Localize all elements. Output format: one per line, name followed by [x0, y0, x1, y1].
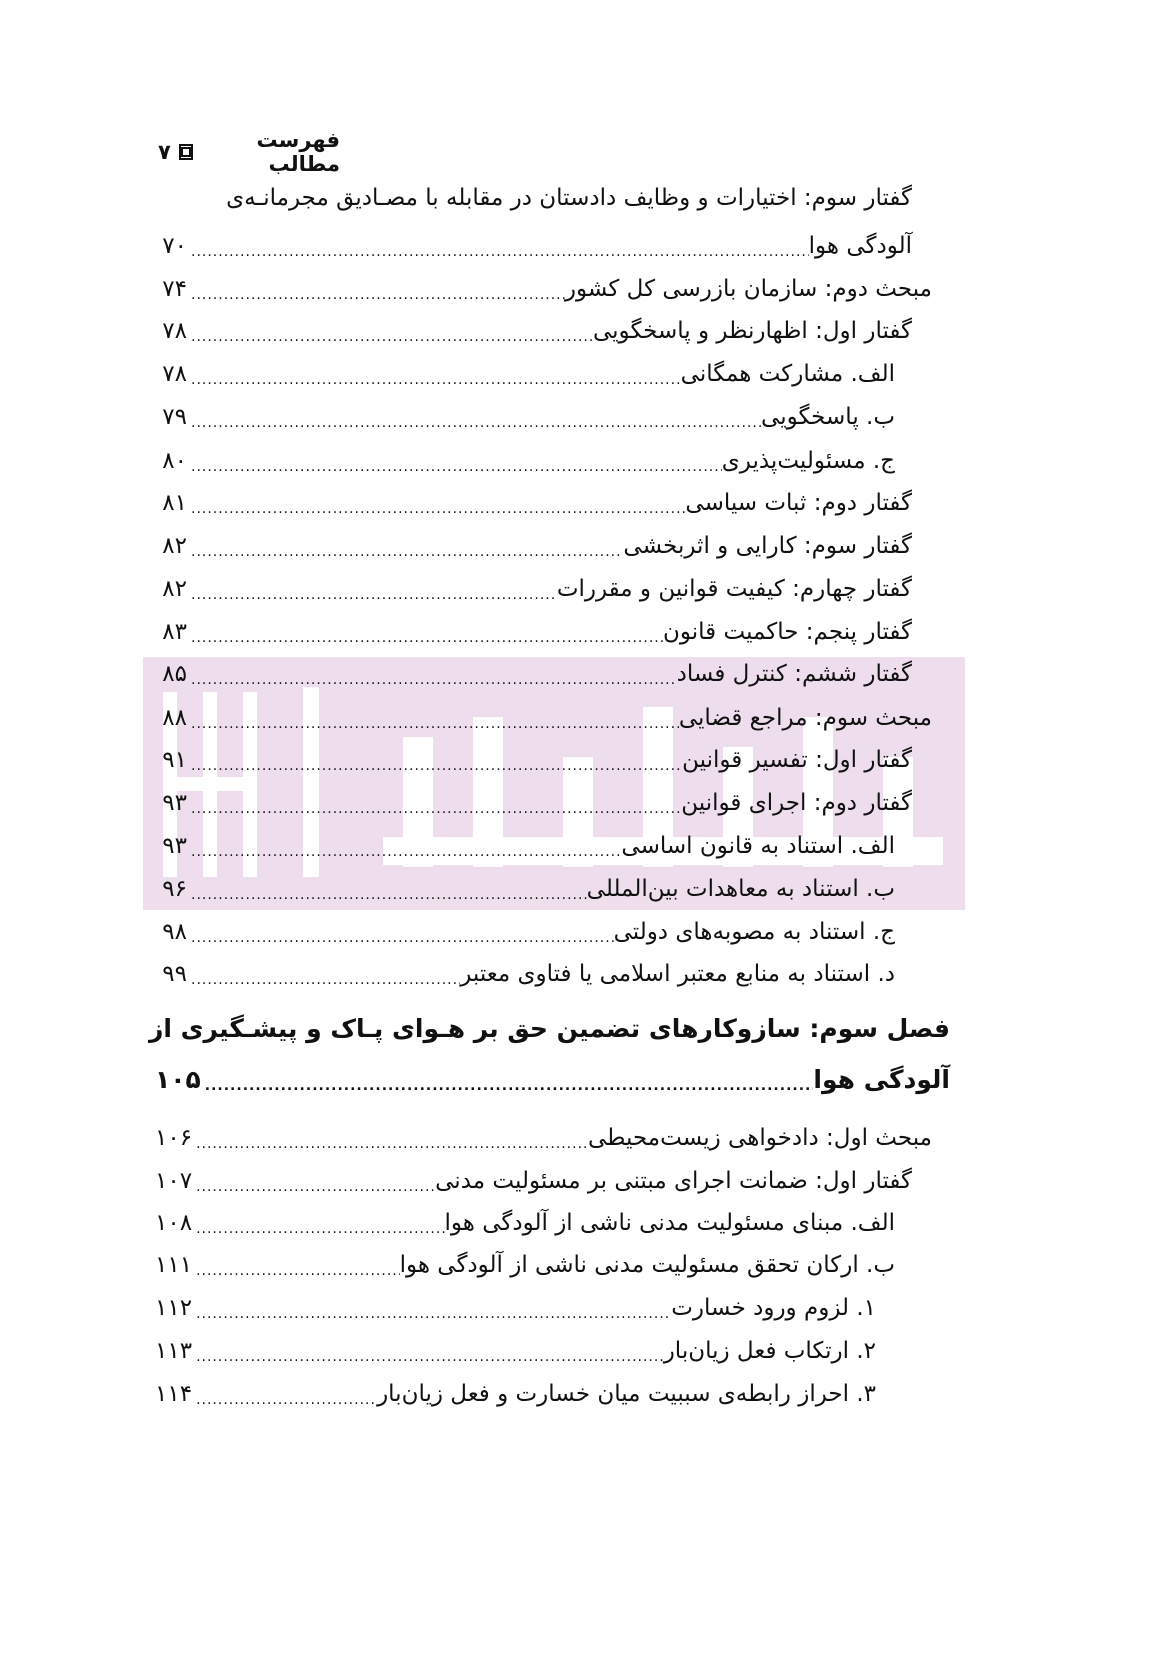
- leader-dots: [192, 1303, 671, 1325]
- toc-entry-line1: گفتار سوم: اختیارات و وظایف دادستان در مقابله با مصـادیق مجرمانـه‌ی: [226, 185, 912, 211]
- leader-dots: [187, 541, 623, 563]
- toc-entry[interactable]: [155, 308, 912, 348]
- leader-dots: [187, 584, 557, 606]
- leader-dots: [187, 713, 679, 735]
- leader-dots: [187, 498, 685, 520]
- toc-entry-page: ۷۸: [162, 318, 187, 344]
- toc-entry-title: ۳. احراز رابطه‌ی سببیت میان خسارت و فعل زیان‌بار: [377, 1381, 876, 1407]
- toc-entry[interactable]: [155, 651, 912, 691]
- leader-dots: [187, 412, 761, 434]
- toc-entry-page: ۱۰۵: [155, 1065, 201, 1094]
- toc-entry[interactable]: [155, 737, 912, 777]
- toc-entry-page: ۹۱: [162, 747, 187, 773]
- toc-entry-title: د. استناد به منابع معتبر اسلامی یا فتاوی معتبر: [460, 961, 895, 987]
- leader-dots: [187, 841, 621, 863]
- toc-entry-page: ۸۲: [162, 576, 187, 602]
- leader-dots: [187, 284, 565, 306]
- toc-entry-page: ۸۵: [162, 661, 187, 687]
- leader-dots: [187, 369, 681, 391]
- toc-entry-page: ۱۱۲: [155, 1295, 193, 1321]
- toc-entry[interactable]: [155, 823, 895, 863]
- leader-dots: [192, 1346, 664, 1368]
- toc-entry[interactable]: [155, 394, 895, 434]
- toc-entry-title: گفتار دوم: ثبات سیاسی: [685, 490, 912, 516]
- toc-entry-title: مبحث اول: دادخواهی زیست‌محیطی: [587, 1125, 932, 1151]
- toc-entry-page: ۱۰۶: [155, 1125, 193, 1151]
- toc-entry[interactable]: [155, 1371, 876, 1411]
- leader-dots: [187, 927, 614, 949]
- leader-dots: [187, 456, 722, 478]
- toc-entry[interactable]: [155, 1158, 912, 1198]
- leader-dots: [187, 798, 681, 820]
- leader-dots: [192, 1260, 400, 1282]
- toc-entry-page: ۷۸: [162, 361, 187, 387]
- toc-entry-title: ب. ارکان تحقق مسئولیت مدنی ناشی از آلودگی هوا: [399, 1252, 895, 1278]
- toc-entry[interactable]: [155, 1242, 895, 1282]
- leader-dots: [187, 969, 460, 991]
- toc-entry-title: آلودگی هوا: [813, 1065, 950, 1094]
- header-page-number: ۷: [158, 140, 171, 164]
- toc-entry[interactable]: [155, 1328, 876, 1368]
- chapter-heading-line1: فصل سوم: سازوکارهای تضمین حق بر هـوای پـاک و پیشـگیری از: [148, 1014, 950, 1043]
- nested-square-icon: [179, 144, 193, 160]
- toc-entry[interactable]: [155, 609, 912, 649]
- toc-entry-page: ۱۱۳: [155, 1338, 193, 1364]
- toc-entry[interactable]: [155, 695, 932, 735]
- toc-entry[interactable]: [155, 866, 895, 906]
- toc-entry-title: ۲. ارتکاب فعل زیان‌بار: [663, 1338, 876, 1364]
- toc-entry-title: مبحث دوم: سازمان بازرسی کل کشور: [564, 276, 932, 302]
- toc-entry[interactable]: [155, 438, 895, 478]
- toc-entry-title: الف. استناد به قانون اساسی: [621, 833, 895, 859]
- toc-entry-page: ۱۱۱: [155, 1252, 193, 1278]
- toc-entry[interactable]: [155, 223, 912, 263]
- toc-entry-page: ۸۰: [162, 448, 187, 474]
- running-header: [158, 128, 340, 176]
- toc-entry-title: الف. مشارکت همگانی: [680, 361, 895, 387]
- toc-entry-page: ۸۲: [162, 533, 187, 559]
- toc-entry-page: ۷۹: [162, 404, 187, 430]
- toc-entry-title: ۱. لزوم ورود خسارت: [671, 1295, 876, 1321]
- toc-entry-title: گفتار سوم: کارایی و اثربخشی: [623, 533, 912, 559]
- toc-entry[interactable]: [155, 1200, 895, 1240]
- leader-dots: [192, 1389, 377, 1411]
- toc-entry[interactable]: [155, 351, 895, 391]
- toc-entry-title: ج. استناد به مصوبه‌های دولتی: [613, 919, 895, 945]
- toc-entry[interactable]: [155, 909, 895, 949]
- leader-dots: [192, 1176, 435, 1198]
- toc-entry-title: الف. مبنای مسئولیت مدنی ناشی از آلودگی هوا: [444, 1210, 895, 1236]
- toc-entry-title: گفتار ششم: کنترل فساد: [676, 661, 912, 687]
- toc-entry-page: ۸۸: [162, 705, 187, 731]
- toc-entry-page: ۸۱: [162, 490, 187, 516]
- toc-entry-page: ۹۳: [162, 790, 187, 816]
- toc-entry-page: ۷۴: [162, 276, 187, 302]
- leader-dots: [192, 1218, 444, 1240]
- toc-entry[interactable]: [155, 480, 912, 520]
- toc-entry[interactable]: [155, 566, 912, 606]
- leader-dots: [187, 627, 663, 649]
- toc-entry-title: گفتار اول: اظهارنظر و پاسخگویی: [592, 318, 912, 344]
- leader-dots: [187, 669, 677, 691]
- toc-entry-title: آلودگی هوا: [808, 233, 912, 259]
- leader-dots: [201, 1075, 814, 1097]
- toc-entry-title: گفتار دوم: اجرای قوانین: [681, 790, 912, 816]
- leader-dots: [192, 1133, 588, 1155]
- toc-entry-page: ۹۶: [162, 876, 187, 902]
- toc-entry-title: گفتار اول: تفسیر قوانین: [682, 747, 912, 773]
- toc-entry[interactable]: [155, 1115, 932, 1155]
- toc-entry-page: ۱۰۸: [155, 1210, 193, 1236]
- toc-entry-title: گفتار چهارم: کیفیت قوانین و مقررات: [556, 576, 912, 602]
- toc-entry[interactable]: [155, 523, 912, 563]
- leader-dots: [187, 241, 809, 263]
- toc-entry-title: گفتار اول: ضمانت اجرای مبتنی بر مسئولیت مدنی: [435, 1168, 912, 1194]
- toc-entry-page: ۷۰: [162, 233, 187, 259]
- chapter-heading[interactable]: [155, 1057, 950, 1097]
- toc-entry-page: ۹۳: [162, 833, 187, 859]
- leader-dots: [187, 326, 593, 348]
- toc-entry[interactable]: [155, 1285, 876, 1325]
- toc-entry-title: ب. استناد به معاهدات بین‌المللی: [586, 876, 895, 902]
- leader-dots: [187, 755, 682, 777]
- toc-entry[interactable]: [155, 780, 912, 820]
- toc-entry-page: ۹۸: [162, 919, 187, 945]
- toc-entry-page: ۱۰۷: [155, 1168, 193, 1194]
- leader-dots: [187, 884, 587, 906]
- toc-entry[interactable]: [155, 266, 932, 306]
- toc-entry-page: ۸۳: [162, 619, 187, 645]
- toc-entry-title: ب. پاسخگویی: [761, 404, 895, 430]
- toc-entry[interactable]: [155, 951, 895, 991]
- header-title: فهرست مطالب: [256, 128, 340, 176]
- toc-entry-title: ج. مسئولیت‌پذیری: [721, 448, 895, 474]
- toc-entry-title: مبحث سوم: مراجع قضایی: [678, 705, 932, 731]
- toc-entry-title: گفتار پنجم: حاکمیت قانون: [663, 619, 912, 645]
- toc-entry-page: ۹۹: [162, 961, 187, 987]
- toc-entry-page: ۱۱۴: [155, 1381, 193, 1407]
